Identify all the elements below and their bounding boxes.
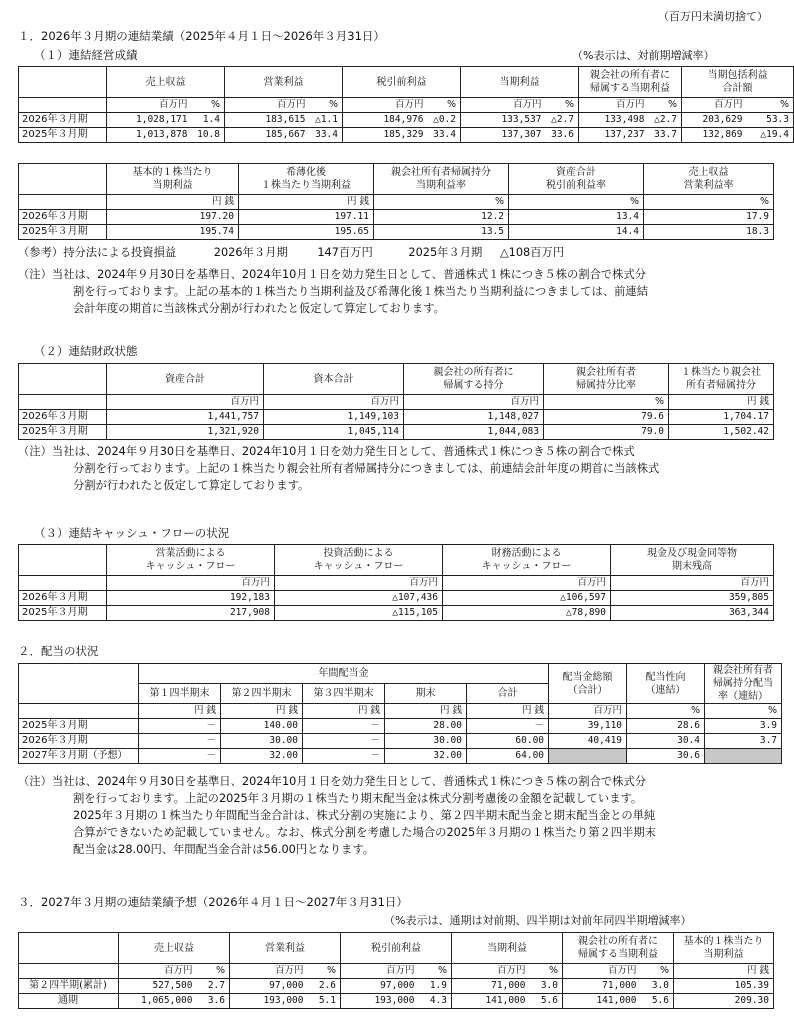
table-row: [19, 128, 794, 143]
subheader-cell: 第２四半期末: [221, 684, 303, 704]
table-row: [19, 994, 774, 1009]
row-label: 2025年３月期: [19, 225, 107, 240]
unit-cell: 円 銭: [303, 704, 385, 719]
unit-cell: 百万円: [225, 98, 310, 113]
value-cell: －: [139, 734, 221, 749]
header-cell: 営業利益: [225, 67, 343, 98]
table-header-row: [19, 545, 774, 576]
unit-label-cell: [19, 395, 107, 410]
header-cell: 資産合計 税引前利益率: [509, 164, 644, 195]
unit-cell: 円 銭: [139, 704, 221, 719]
value-cell: 1,149,103: [264, 410, 404, 425]
value-cell: 1.4: [192, 113, 225, 128]
value-cell: 133,498: [579, 113, 649, 128]
row-label: 2026年３月期: [19, 113, 107, 128]
value-cell: －: [139, 719, 221, 734]
value-cell: 1,321,920: [107, 425, 264, 440]
section-1-1-title: （１）連結経営成績: [34, 48, 138, 62]
unit-cell: 百万円: [107, 576, 275, 591]
unit-cell: 円 銭: [669, 395, 774, 410]
value-cell: 1,148,027: [404, 410, 544, 425]
header-cell: 売上収益: [107, 67, 225, 98]
cash-flow-table: [18, 544, 774, 621]
value-cell: △0.2: [428, 113, 461, 128]
value-cell: △1.1: [310, 113, 343, 128]
table-row: [19, 113, 794, 128]
per-share-ratios-table: [18, 163, 774, 240]
value-cell: 185,329: [343, 128, 428, 143]
value-cell: 363,344: [611, 606, 774, 621]
note-lead: （注）: [18, 268, 52, 281]
value-cell: △2.7: [546, 113, 579, 128]
note-lead: （注）: [18, 775, 52, 788]
value-cell: 359,805: [611, 591, 774, 606]
value-cell: 1,502.42: [669, 425, 774, 440]
value-cell: 60.00: [467, 734, 549, 749]
row-label: 2025年３月期: [19, 606, 107, 621]
value-cell: 64.00: [467, 749, 549, 764]
table-row: [19, 749, 782, 764]
value-cell: 33.7: [649, 128, 682, 143]
note-stock-split-1: [18, 266, 773, 317]
value-cell: －: [139, 749, 221, 764]
unit-cell: 百万円: [230, 964, 308, 979]
financial-position-table: [18, 363, 774, 440]
value-cell: －: [467, 719, 549, 734]
header-cell: 当期包括利益 合計額: [682, 67, 794, 98]
note-line: 配当金は28.00円、年間配当金合計は56.00円となります。: [73, 843, 375, 856]
header-cell: 営業利益: [230, 933, 341, 964]
note-line: 当社は、2024年９月30日を基準日、2024年10月１日を効力発生日として、普通株式１株につき５株の割合で株式分: [51, 775, 647, 788]
unit-cell: 百万円: [264, 395, 404, 410]
value-cell: 30.00: [221, 734, 303, 749]
value-cell: 1,441,757: [107, 410, 264, 425]
value-cell: 193,000: [230, 994, 308, 1009]
value-cell: 1.9: [419, 979, 452, 994]
group-header-cell: 年間配当金: [139, 664, 549, 684]
note-line: 当社は、2024年９月30日を基準日、2024年10月１日を効力発生日として、普通株式１株につき５株の割合で株式: [51, 445, 635, 458]
value-cell: 71,000: [452, 979, 530, 994]
value-cell: 71,000: [563, 979, 641, 994]
unit-label-cell: [19, 98, 107, 113]
value-cell: 32.00: [221, 749, 303, 764]
value-cell: 1,045,114: [264, 425, 404, 440]
value-cell: 33.4: [428, 128, 461, 143]
value-cell: 137,237: [579, 128, 649, 143]
header-cell: 基本的１株当たり 当期利益: [107, 164, 239, 195]
value-cell: 4.3: [419, 994, 452, 1009]
value-cell: 209.30: [674, 994, 774, 1009]
unit-cell: 円 銭: [467, 704, 549, 719]
shaded-cell: [549, 749, 627, 764]
unit-cell: 円 銭: [674, 964, 774, 979]
header-cell: 親会社所有者 帰属持分比率: [544, 364, 669, 395]
value-cell: △106,597: [443, 591, 611, 606]
value-cell: 185,667: [225, 128, 310, 143]
value-cell: 105.39: [674, 979, 774, 994]
unit-cell: 百万円: [461, 98, 546, 113]
note-lead: （注）: [18, 445, 52, 458]
reference-label: （参考）: [18, 246, 64, 259]
value-cell: －: [303, 734, 385, 749]
value-cell: 3.0: [641, 979, 674, 994]
table-corner-cell: [19, 933, 119, 964]
table-unit-row: [19, 704, 782, 719]
note-stock-split-2: [18, 443, 773, 494]
header-cell: 親会社所有者帰属持分 当期利益率: [374, 164, 509, 195]
row-label: 通期: [19, 994, 119, 1009]
row-label: 2026年３月期: [19, 591, 107, 606]
reference-value-1: 147百万円: [317, 246, 373, 259]
value-cell: △78,890: [443, 606, 611, 621]
value-cell: 30.4: [627, 734, 705, 749]
table-header-row: [19, 933, 774, 964]
unit-cell: 百万円: [275, 576, 443, 591]
unit-cell: %: [641, 964, 674, 979]
value-cell: 1,065,000: [119, 994, 197, 1009]
value-cell: 97,000: [341, 979, 419, 994]
section-3-note: （%表示は、通期は対前期、四半期は対前年同四半期増減率）: [384, 914, 692, 927]
value-cell: 33.6: [546, 128, 579, 143]
table-row: [19, 225, 774, 240]
header-cell: 配当金総額 （合計）: [549, 664, 627, 704]
section-2-title: ２．配当の状況: [18, 644, 99, 658]
value-cell: 2.6: [308, 979, 341, 994]
unit-cell: %: [546, 98, 579, 113]
unit-cell: %: [419, 964, 452, 979]
unit-label-cell: [19, 195, 107, 210]
header-cell: 現金及び現金同等物 期末残高: [611, 545, 774, 576]
value-cell: 3.6: [197, 994, 230, 1009]
reference-value-2: △108百万円: [499, 246, 565, 259]
header-cell: 親会社所有者 帰属持分配当 率（連結）: [705, 664, 782, 704]
shaded-cell: [705, 749, 782, 764]
header-cell: １株当たり親会社 所有者帰属持分: [669, 364, 774, 395]
row-label: 2025年３月期: [19, 128, 107, 143]
unit-cell: %: [197, 964, 230, 979]
note-line: 会計年度の期首に当該株式分割が行われたと仮定して算定しております。: [73, 302, 445, 315]
value-cell: 1,704.17: [669, 410, 774, 425]
header-cell: 親会社の所有者に 帰属する当期利益: [563, 933, 674, 964]
value-cell: 197.20: [107, 210, 239, 225]
unit-cell: 百万円: [611, 576, 774, 591]
reference-text: 持分法による投資損益: [63, 246, 177, 259]
section-1-title: １．2026年３月期の連結業績（2025年４月１日～2026年３月31日）: [18, 29, 385, 43]
unit-cell: %: [649, 98, 682, 113]
reference-period-2: 2025年３月期: [408, 246, 483, 259]
note-line: 当社は、2024年９月30日を基準日、2024年10月１日を効力発生日として、普通株式１株につき５株の割合で株式分: [51, 268, 647, 281]
value-cell: 137,307: [461, 128, 546, 143]
value-cell: 141,000: [563, 994, 641, 1009]
table-header-row: [19, 664, 782, 684]
header-cell: 親会社の所有者に 帰属する持分: [404, 364, 544, 395]
header-cell: 当期利益: [452, 933, 563, 964]
value-cell: 13.5: [374, 225, 509, 240]
note-line: 合算ができないため記載していません。なお、株式分割を考慮した場合の2025年３月期の１株当たり第２四半期末: [73, 826, 656, 839]
value-cell: 184,976: [343, 113, 428, 128]
value-cell: 18.3: [644, 225, 774, 240]
value-cell: 5.6: [530, 994, 563, 1009]
header-cell: 基本的１株当たり 当期利益: [674, 933, 774, 964]
unit-cell: 百万円: [443, 576, 611, 591]
reference-period-1: 2026年３月期: [213, 246, 288, 259]
note-line: 分割を行っております。上記の１株当たり親会社所有者帰属持分につきましては、前連結会計年度の期首に当該株式: [73, 462, 660, 475]
value-cell: 10.8: [192, 128, 225, 143]
equity-method-reference: [18, 246, 564, 260]
unit-cell: 百万円: [682, 98, 747, 113]
header-cell: 財務活動による キャッシュ・フロー: [443, 545, 611, 576]
unit-cell: %: [530, 964, 563, 979]
note-line: 2025年３月期の１株当たり年間配当金合計は、株式分割の実施により、第２四半期末配当金と期末配当金との単純: [73, 809, 656, 822]
value-cell: 97,000: [230, 979, 308, 994]
value-cell: 30.6: [627, 749, 705, 764]
table-row: [19, 979, 774, 994]
table-corner-cell: [19, 67, 107, 98]
value-cell: －: [303, 749, 385, 764]
value-cell: 203,629: [682, 113, 747, 128]
unit-cell: 百万円: [119, 964, 197, 979]
header-cell: 投資活動による キャッシュ・フロー: [275, 545, 443, 576]
unit-cell: 百万円: [107, 395, 264, 410]
unit-cell: 百万円: [563, 964, 641, 979]
note-dividends: [18, 773, 773, 858]
unit-label-cell: [19, 964, 119, 979]
value-cell: △19.4: [747, 128, 794, 143]
unit-cell: %: [308, 964, 341, 979]
value-cell: 12.2: [374, 210, 509, 225]
section-1-3-title: （３）連結キャッシュ・フローの状況: [34, 526, 230, 540]
value-cell: 30.00: [385, 734, 467, 749]
operating-results-table: [18, 66, 794, 143]
value-cell: －: [303, 719, 385, 734]
unit-cell: %: [509, 195, 644, 210]
value-cell: 1,028,171: [107, 113, 192, 128]
unit-cell: 百万円: [579, 98, 649, 113]
unit-cell: 円 銭: [221, 704, 303, 719]
section-1-2-title: （２）連結財政状態: [34, 344, 138, 358]
unit-cell: %: [310, 98, 343, 113]
value-cell: 28.00: [385, 719, 467, 734]
header-cell: 親会社の所有者に 帰属する当期利益: [579, 67, 682, 98]
unit-cell: %: [192, 98, 225, 113]
row-label: 2026年３月期: [19, 734, 139, 749]
note-line: 割を行っております。上記の2025年３月期の１株当たり期末配当金は株式分割考慮後の金額を記載しています。: [73, 792, 643, 805]
value-cell: 13.4: [509, 210, 644, 225]
value-cell: △107,436: [275, 591, 443, 606]
unit-cell: 百万円: [404, 395, 544, 410]
value-cell: 3.7: [705, 734, 782, 749]
value-cell: 28.6: [627, 719, 705, 734]
unit-cell: 百万円: [341, 964, 419, 979]
unit-cell: %: [374, 195, 509, 210]
table-corner-cell: [19, 545, 107, 576]
value-cell: 17.9: [644, 210, 774, 225]
header-cell: 資本合計: [264, 364, 404, 395]
value-cell: 39,110: [549, 719, 627, 734]
header-cell: 税引前利益: [341, 933, 452, 964]
table-header-row: [19, 364, 774, 395]
value-cell: 195.74: [107, 225, 239, 240]
unit-note: （百万円未満切捨て）: [658, 10, 768, 23]
table-row: [19, 410, 774, 425]
row-label: 第２四半期(累計): [19, 979, 119, 994]
table-row: [19, 734, 782, 749]
table-row: [19, 606, 774, 621]
value-cell: △2.7: [649, 113, 682, 128]
value-cell: 3.0: [530, 979, 563, 994]
value-cell: △115,105: [275, 606, 443, 621]
table-row: [19, 719, 782, 734]
unit-cell: 百万円: [107, 98, 192, 113]
value-cell: 79.0: [544, 425, 669, 440]
row-label: 2025年３月期: [19, 425, 107, 440]
value-cell: 193,000: [341, 994, 419, 1009]
value-cell: 133,537: [461, 113, 546, 128]
unit-cell: %: [644, 195, 774, 210]
header-cell: 売上収益: [119, 933, 230, 964]
unit-cell: 円 銭: [385, 704, 467, 719]
row-label: 2026年３月期: [19, 210, 107, 225]
subheader-cell: 第３四半期末: [303, 684, 385, 704]
value-cell: 40,419: [549, 734, 627, 749]
unit-cell: 百万円: [343, 98, 428, 113]
header-cell: 当期利益: [461, 67, 579, 98]
table-unit-row: [19, 395, 774, 410]
table-corner-cell: [19, 364, 107, 395]
table-corner-cell: [19, 164, 107, 195]
header-cell: 配当性向 （連結）: [627, 664, 705, 704]
section-1-1-note: （%表示は、対前期増減率）: [572, 49, 715, 62]
unit-label-cell: [19, 576, 107, 591]
value-cell: 132,869: [682, 128, 747, 143]
value-cell: 141,000: [452, 994, 530, 1009]
unit-cell: 百万円: [452, 964, 530, 979]
value-cell: 183,615: [225, 113, 310, 128]
table-unit-row: [19, 576, 774, 591]
table-row: [19, 591, 774, 606]
table-row: [19, 425, 774, 440]
header-cell: 売上収益 営業利益率: [644, 164, 774, 195]
table-corner-cell: [19, 664, 139, 704]
header-cell: 資産合計: [107, 364, 264, 395]
header-cell: 希薄化後 １株当たり当期利益: [239, 164, 374, 195]
table-header-row: [19, 164, 774, 195]
unit-cell: %: [705, 704, 782, 719]
row-label: 2026年３月期: [19, 410, 107, 425]
value-cell: 2.7: [197, 979, 230, 994]
unit-cell: %: [627, 704, 705, 719]
note-line: 分割が行われたと仮定して算定しております。: [73, 479, 310, 492]
value-cell: 1,044,083: [404, 425, 544, 440]
value-cell: 1,013,878: [107, 128, 192, 143]
section-3-title: ３．2027年３月期の連結業績予想（2026年４月１日～2027年３月31日）: [18, 895, 408, 909]
value-cell: 192,183: [107, 591, 275, 606]
value-cell: 140.00: [221, 719, 303, 734]
value-cell: 32.00: [385, 749, 467, 764]
table-unit-row: [19, 195, 774, 210]
value-cell: 33.4: [310, 128, 343, 143]
value-cell: 195.65: [239, 225, 374, 240]
subheader-cell: 第１四半期末: [139, 684, 221, 704]
forecast-table: [18, 932, 774, 1009]
value-cell: 3.9: [705, 719, 782, 734]
value-cell: 5.6: [641, 994, 674, 1009]
row-label: 2025年３月期: [19, 719, 139, 734]
unit-cell: %: [544, 395, 669, 410]
subheader-cell: 期末: [385, 684, 467, 704]
note-line: 割を行っております。上記の基本的１株当たり当期利益及び希薄化後１株当たり当期利益につきましては、前連結: [73, 285, 649, 298]
unit-cell: 円 銭: [107, 195, 239, 210]
value-cell: 527,500: [119, 979, 197, 994]
header-cell: 営業活動による キャッシュ・フロー: [107, 545, 275, 576]
value-cell: 5.1: [308, 994, 341, 1009]
unit-cell: 百万円: [549, 704, 627, 719]
value-cell: 79.6: [544, 410, 669, 425]
table-row: [19, 210, 774, 225]
unit-cell: %: [428, 98, 461, 113]
table-unit-row: [19, 98, 794, 113]
table-unit-row: [19, 964, 774, 979]
subheader-cell: 合計: [467, 684, 549, 704]
value-cell: 53.3: [747, 113, 794, 128]
value-cell: 197.11: [239, 210, 374, 225]
unit-cell: %: [747, 98, 794, 113]
value-cell: 217,908: [107, 606, 275, 621]
header-cell: 税引前利益: [343, 67, 461, 98]
unit-label-cell: [19, 704, 139, 719]
dividends-table: [18, 663, 782, 764]
unit-cell: 円 銭: [239, 195, 374, 210]
table-header-row: [19, 67, 794, 98]
row-label: 2027年３月期（予想）: [19, 749, 139, 764]
value-cell: 14.4: [509, 225, 644, 240]
